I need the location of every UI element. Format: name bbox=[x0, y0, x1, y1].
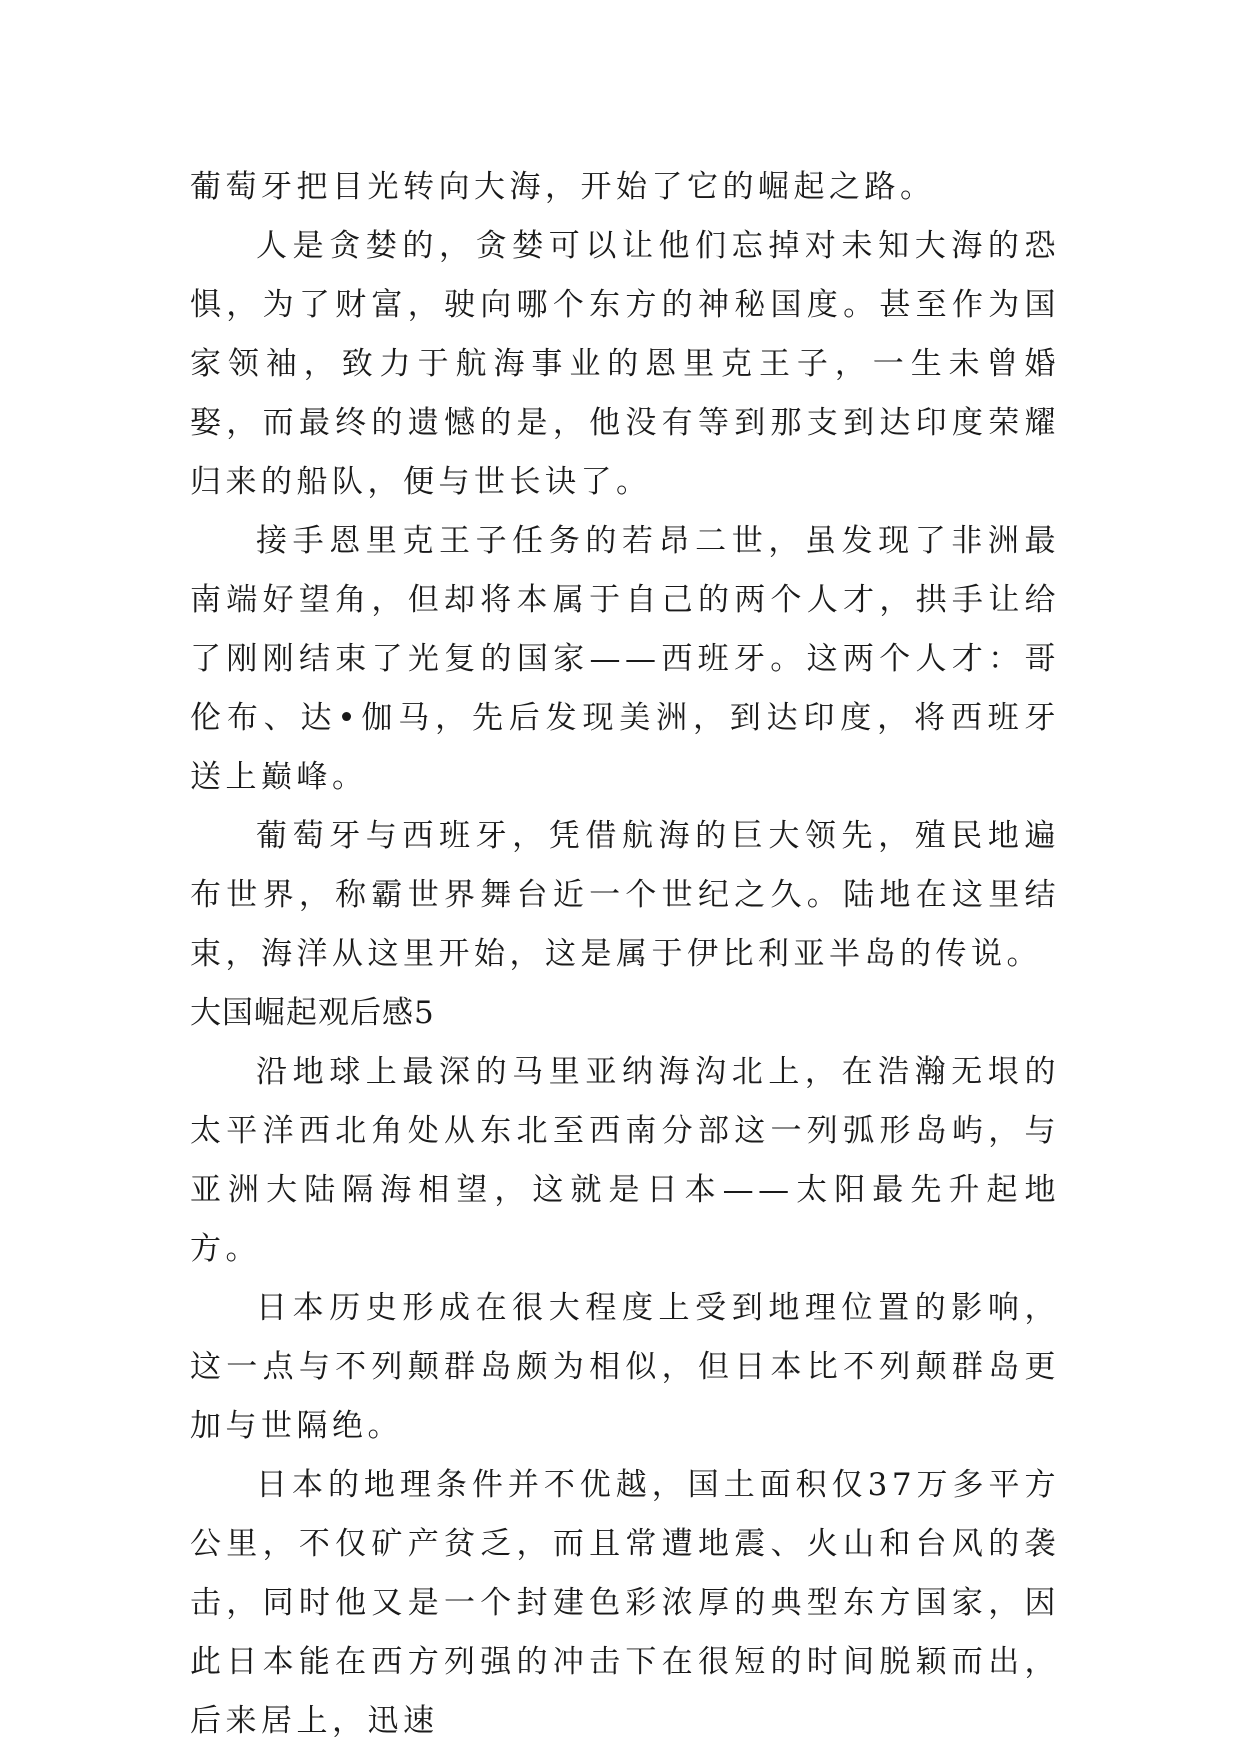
document-page bbox=[190, 158, 1060, 1751]
paragraph: 日本的地理条件并不优越，国土面积仅37万多平方公里，不仅矿产贫乏，而且常遭地震、火山和台风的袭击，同时他又是一个封建色彩浓厚的典型东方国家，因此日本能在西方列强的冲击下在很短的时间脱颖而出，后来居上，迅速 bbox=[190, 1467, 1060, 1739]
paragraph: 接手恩里克王子任务的若昂二世，虽发现了非洲最南端好望角，但却将本属于自己的两个人才，拱手让给了刚刚结束了光复的国家——西班牙。这两个人才：哥伦布、达•伽马，先后发现美洲，到达印度，将西班牙送上巅峰。 bbox=[190, 523, 1060, 795]
paragraph: 沿地球上最深的马里亚纳海沟北上，在浩瀚无垠的太平洋西北角处从东北至西南分部这一列弧形岛屿，与亚洲大陆隔海相望，这就是日本——太阳最先升起地方。 bbox=[190, 1054, 1060, 1267]
paragraph: 葡萄牙与西班牙，凭借航海的巨大领先，殖民地遍布世界，称霸世界舞台近一个世纪之久。陆地在这里结束，海洋从这里开始，这是属于伊比利亚半岛的传说。 bbox=[190, 818, 1060, 972]
paragraph: 日本历史形成在很大程度上受到地理位置的影响，这一点与不列颠群岛颇为相似，但日本比不列颠群岛更加与世隔绝。 bbox=[190, 1290, 1060, 1444]
paragraph: 葡萄牙把目光转向大海，开始了它的崛起之路。 bbox=[190, 169, 936, 205]
section-heading: 大国崛起观后感5 bbox=[190, 995, 435, 1031]
paragraph: 人是贪婪的，贪婪可以让他们忘掉对未知大海的恐惧，为了财富，驶向哪个东方的神秘国度。甚至作为国家领袖，致力于航海事业的恩里克王子，一生未曾婚娶，而最终的遗憾的是，他没有等到那支到达印度荣耀归来的船队，便与世长诀了。 bbox=[190, 228, 1060, 500]
